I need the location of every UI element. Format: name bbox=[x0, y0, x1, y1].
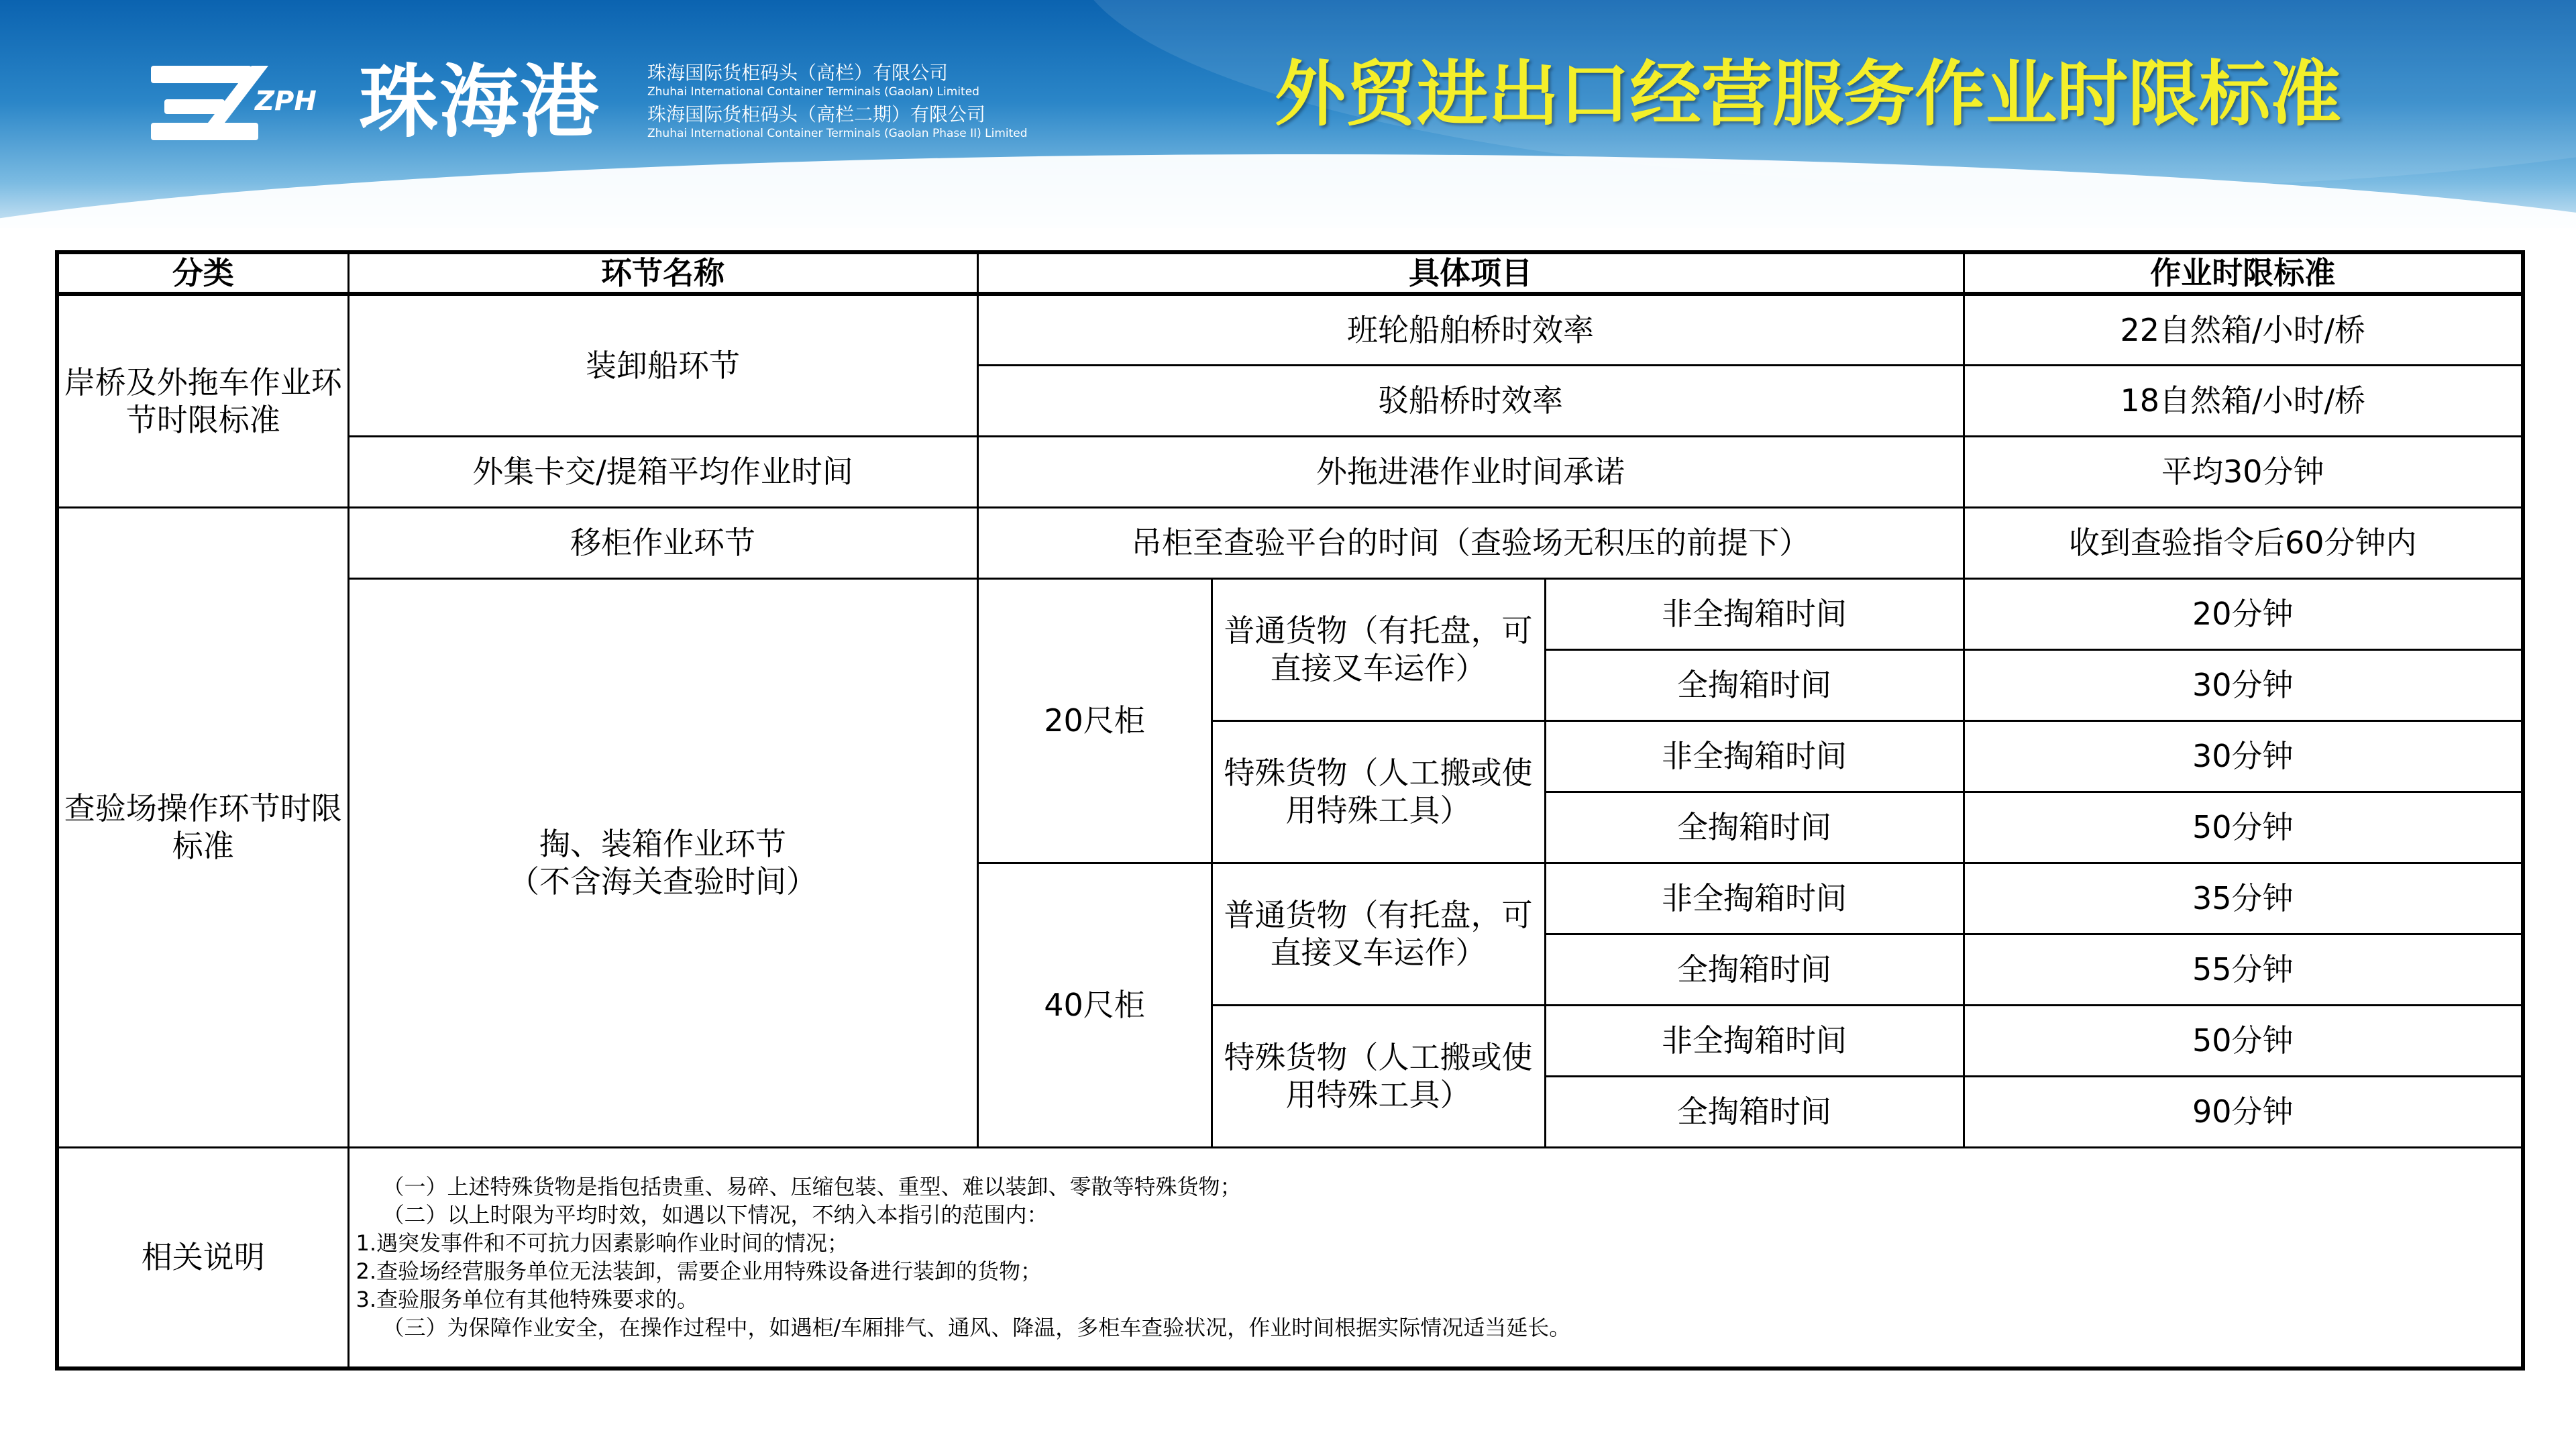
page-title: 外贸进出口经营服务作业时限标准 bbox=[1275, 53, 2341, 136]
std-40-special-full: 90分钟 bbox=[1964, 1076, 2523, 1147]
std-truck-commitment: 平均30分钟 bbox=[1964, 436, 2523, 507]
category-quay-crane: 岸桥及外拖车作业环节时限标准 bbox=[57, 294, 348, 507]
logo-abbr: ZPH bbox=[255, 86, 317, 117]
std-liner-efficiency: 22自然箱/小时/桥 bbox=[1964, 294, 2523, 365]
link-packing bbox=[348, 578, 977, 1147]
item-barge-efficiency: 驳船桥时效率 bbox=[977, 365, 1964, 436]
item-truck-commitment: 外拖进港作业时间承诺 bbox=[977, 436, 1964, 507]
category-notes: 相关说明 bbox=[57, 1147, 348, 1368]
time-limit-table bbox=[55, 250, 2525, 1371]
table-row bbox=[57, 436, 2523, 507]
logo-chinese-name: 珠海港 bbox=[359, 55, 601, 148]
header-standard: 作业时限标准 bbox=[1964, 252, 2523, 294]
link-truck-avg-time: 外集卡交/提箱平均作业时间 bbox=[348, 436, 977, 507]
company-name-1-en: Zhuhai International Container Terminals (Gaolan) Limited bbox=[647, 85, 979, 99]
goods-special-20: 特殊货物（人工搬或使用特殊工具） bbox=[1212, 720, 1545, 863]
table-header-row bbox=[57, 252, 2523, 294]
partial-unpack-label: 非全掏箱时间 bbox=[1545, 578, 1964, 649]
full-unpack-label: 全掏箱时间 bbox=[1545, 934, 1964, 1005]
container-40ft: 40尺柜 bbox=[977, 863, 1212, 1147]
std-20-special-partial: 30分钟 bbox=[1964, 720, 2523, 792]
container-20ft: 20尺柜 bbox=[977, 578, 1212, 863]
partial-unpack-label: 非全掏箱时间 bbox=[1545, 1005, 1964, 1076]
notes-content bbox=[348, 1147, 2523, 1368]
full-unpack-label: 全掏箱时间 bbox=[1545, 649, 1964, 720]
link-move-container: 移柜作业环节 bbox=[348, 507, 977, 578]
note-line: 2.查验场经营服务单位无法装卸，需要企业用特殊设备进行装卸的货物； bbox=[356, 1258, 1042, 1285]
link-load-unload-ship: 装卸船环节 bbox=[348, 294, 977, 436]
category-inspection-yard: 查验场操作环节时限标准 bbox=[57, 507, 348, 1147]
std-barge-efficiency: 18自然箱/小时/桥 bbox=[1964, 365, 2523, 436]
goods-normal-40: 普通货物（有托盘，可直接叉车运作） bbox=[1212, 863, 1545, 1005]
header-link-name: 环节名称 bbox=[348, 252, 977, 294]
item-move-container: 吊柜至查验平台的时间（查验场无积压的前提下） bbox=[977, 507, 1964, 578]
std-20-special-full: 50分钟 bbox=[1964, 792, 2523, 863]
company-name-1-cn: 珠海国际货柜码头（高栏）有限公司 bbox=[647, 62, 949, 84]
note-line: （二）以上时限为平均时效，如遇以下情况，不纳入本指引的范围内： bbox=[382, 1202, 1049, 1228]
full-unpack-label: 全掏箱时间 bbox=[1545, 792, 1964, 863]
note-line: （一）上述特殊货物是指包括贵重、易碎、压缩包装、重型、难以装卸、零散等特殊货物； bbox=[382, 1174, 1242, 1200]
full-unpack-label: 全掏箱时间 bbox=[1545, 1076, 1964, 1147]
goods-normal-20: 普通货物（有托盘，可直接叉车运作） bbox=[1212, 578, 1545, 720]
company-names bbox=[647, 62, 1028, 145]
std-20-normal-full: 30分钟 bbox=[1964, 649, 2523, 720]
item-liner-efficiency: 班轮船舶桥时效率 bbox=[977, 294, 1964, 365]
std-20-normal-partial: 20分钟 bbox=[1964, 578, 2523, 649]
link-packing-line-1: 掏、装箱作业环节 bbox=[539, 826, 786, 862]
std-40-special-partial: 50分钟 bbox=[1964, 1005, 2523, 1076]
company-name-2-cn: 珠海国际货柜码头（高栏二期）有限公司 bbox=[647, 103, 986, 125]
partial-unpack-label: 非全掏箱时间 bbox=[1545, 863, 1964, 934]
std-40-normal-full: 55分钟 bbox=[1964, 934, 2523, 1005]
table-row bbox=[57, 507, 2523, 578]
std-40-normal-partial: 35分钟 bbox=[1964, 863, 2523, 934]
company-name-2-en: Zhuhai International Container Terminals (Gaolan Phase II) Limited bbox=[647, 127, 1028, 140]
partial-unpack-label: 非全掏箱时间 bbox=[1545, 720, 1964, 792]
header-category: 分类 bbox=[57, 252, 348, 294]
table-row bbox=[57, 294, 2523, 365]
header-item: 具体项目 bbox=[977, 252, 1964, 294]
goods-special-40: 特殊货物（人工搬或使用特殊工具） bbox=[1212, 1005, 1545, 1147]
table-row bbox=[57, 578, 2523, 649]
note-line: （三）为保障作业安全，在操作过程中，如遇柜/车厢排气、通风、降温，多柜车查验状况，作业时间根据实际情况适当延长。 bbox=[382, 1315, 1571, 1341]
note-line: 3.查验服务单位有其他特殊要求的。 bbox=[356, 1287, 699, 1313]
link-packing-line-2: （不含海关查验时间） bbox=[508, 863, 817, 900]
notes-row bbox=[57, 1147, 2523, 1368]
header-banner bbox=[0, 0, 2576, 228]
note-line: 1.遇突发事件和不可抗力因素影响作业时间的情况； bbox=[356, 1230, 849, 1256]
std-move-container: 收到查验指令后60分钟内 bbox=[1964, 507, 2523, 578]
